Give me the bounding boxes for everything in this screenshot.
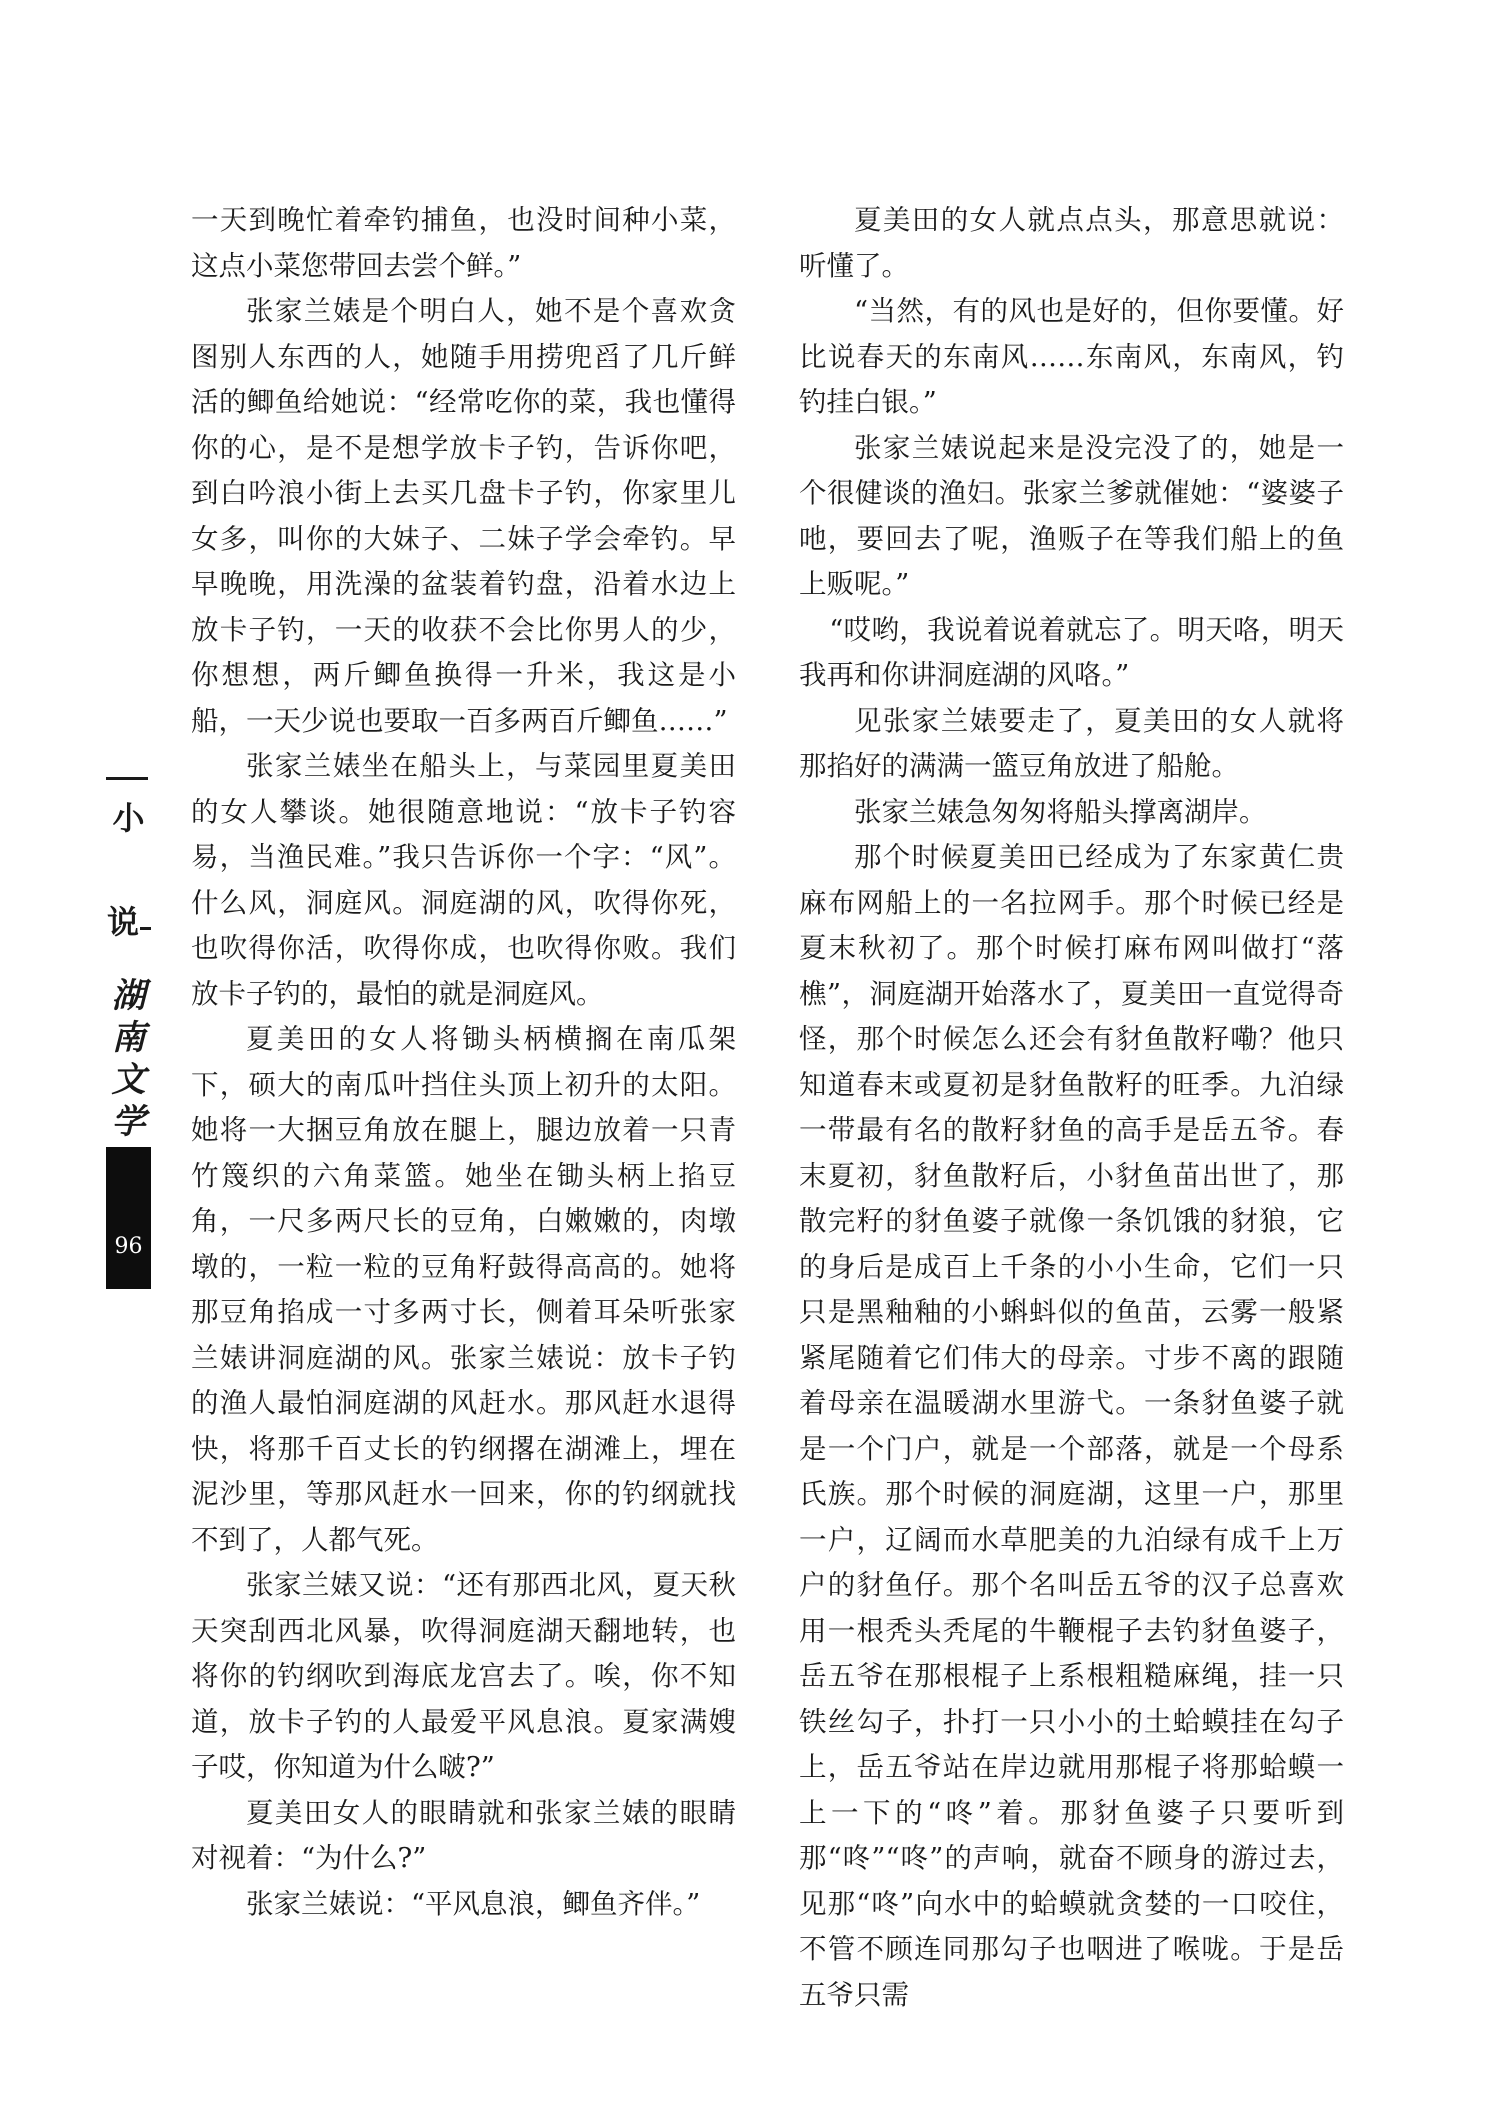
paragraph: 张家兰婊急匆匆将船头撑离湖岸。 [854,795,1267,828]
title-char: 南 [111,1018,146,1058]
paragraph: “哎哟，我说着说着就忘了。明天咯，明天我再和你讲洞庭湖的风咯。” [799,613,1344,691]
paragraph: 张家兰婊说：“平风息浪，鲫鱼齐伴。” [246,1887,701,1920]
left-text-column [191,198,736,1927]
paragraph: 一天到晚忙着牵钓捕鱼，也没时间种小菜，这点小菜您带回去尝个鲜。” [191,204,736,282]
title-char: 文 [111,1060,146,1100]
paragraph: 张家兰婊又说：“还有那西北风，夏天秋天突刮西北风暴，吹得洞庭湖天翻地转，也将你的钓纲吹到海底龙宫去了。唉，你不知道，放卡子钓的人最爱平风息浪。夏家满嫂子哎，你知道为什么啵?” [191,1569,736,1783]
paragraph: 那个时候夏美田已经成为了东家黄仁贵麻布网船上的一名拉网手。那个时候已经是夏末秋初了。那个时候打麻布网叫做打“落樵”，洞庭湖开始落水了，夏美田一直觉得奇怪，那个时候怎么还会有豺鱼散籽嘞？他只知道春末或夏初是豺鱼散籽的旺季。九泊绿一带最有名的散籽豺鱼的高手是岳五爷。春末夏初，豺鱼散籽后，小豺鱼苗出世了，那散完籽的豺鱼婆子就像一条饥饿的豺狼，它的身后是成百上千条的小小生命，它们一只只是黑釉釉的小蝌蚪似的鱼苗，云雾一般紧紧尾随着它们伟大的母亲。寸步不离的跟随着母亲在温暖湖水里游弋。一条豺鱼婆子就是一个门户，就是一个部落，就是一个母系氏族。那个时候的洞庭湖，这里一户，那里一户，辽阔而水草肥美的九泊绿有成千上万户的豺鱼仔。那个名叫岳五爷的汉子总喜欢用一根秃头秃尾的牛鞭棍子去钓豺鱼婆子，岳五爷在那根棍子上系根粗糙麻绳，挂一只铁丝勾子，扑打一只小小的土蛤蟆挂在勾子上，岳五爷站在岸边就用那棍子将那蛤蟆一上一下的“咚”着。那豺鱼婆子只要听到那“咚”“咚”的声响，就奋不顾身的游过去，见那“咚”向水中的蛤蟆就贪婪的一口咬住，不管不顾连同那勾子也咽进了喉咙。于是岳五爷只需 [799,841,1344,2011]
section-char-2: 说 [106,903,139,941]
paragraph: 夏美田的女人将锄头柄横搁在南瓜架下，硕大的南瓜叶挡住头顶上初升的太阳。她将一大捆豆角放在腿上，腿边放着一只青竹篾织的六角菜篮。她坐在锄头柄上掐豆角，一尺多两尺长的豆角，白嫩嫩的，肉墩墩的，一粒一粒的豆角籽鼓得高高的。她将那豆角掐成一寸多两寸长，侧着耳朵听张家兰婊讲洞庭湖的风。张家兰婊说：放卡子钓的渔人最怕洞庭湖的风赶水。那风赶水退得快，将那千百丈长的钓纲撂在湖滩上，埋在泥沙里，等那风赶水一回来，你的钓纲就找不到了，人都气死。 [191,1023,736,1556]
title-char: 学 [111,1102,146,1142]
page-number: 96 [114,1234,143,1259]
section-rule-top [106,777,148,780]
page-number-box [106,1147,151,1289]
paragraph: 张家兰婊坐在船头上，与菜园里夏美田的女人攀谈。她很随意地说：“放卡子钓容易，当渔民难。”我只告诉你一个字：“风”。什么风，洞庭风。洞庭湖的风，吹得你死，也吹得你活，吹得你成，也吹得你败。我们放卡子钓的，最怕的就是洞庭风。 [191,750,736,1010]
right-text-column [799,198,1344,2018]
section-rule-mid [140,927,151,930]
paragraph: 张家兰婊说起来是没完没了的，她是一个很健谈的渔妇。张家兰爹就催她：“婆婆子吔，要回去了呢，渔贩子在等我们船上的鱼上贩呢。” [799,431,1344,600]
paragraph: 见张家兰婊要走了，夏美田的女人就将那掐好的满满一篮豆角放进了船舱。 [799,704,1344,782]
section-char-1: 小 [112,799,145,837]
paragraph: 张家兰婊是个明白人，她不是个喜欢贪图别人东西的人，她随手用捞兜舀了几斤鲜活的鲫鱼给她说：“经常吃你的菜，我也懂得你的心，是不是想学放卡子钓，告诉你吧，到白吟浪小街上去买几盘卡子钓，你家里儿女多，叫你的大妹子、二妹子学会牵钓。早早晚晚，用洗澡的盆装着钓盘，沿着水边上放卡子钓，一天的收获不会比你男人的少，你想想，两斤鲫鱼换得一升米，我这是小船，一天少说也要取一百多两百斤鲫鱼……” [191,295,736,737]
title-char: 湖 [111,976,146,1016]
paragraph: 夏美田女人的眼睛就和张家兰婊的眼睛对视着：“为什么?” [191,1796,736,1874]
paragraph: “当然，有的风也是好的，但你要懂。好比说春天的东南风……东南风，东南风，钓钓挂白银。” [799,295,1344,418]
paragraph: 夏美田的女人就点点头，那意思就说：听懂了。 [799,204,1344,282]
